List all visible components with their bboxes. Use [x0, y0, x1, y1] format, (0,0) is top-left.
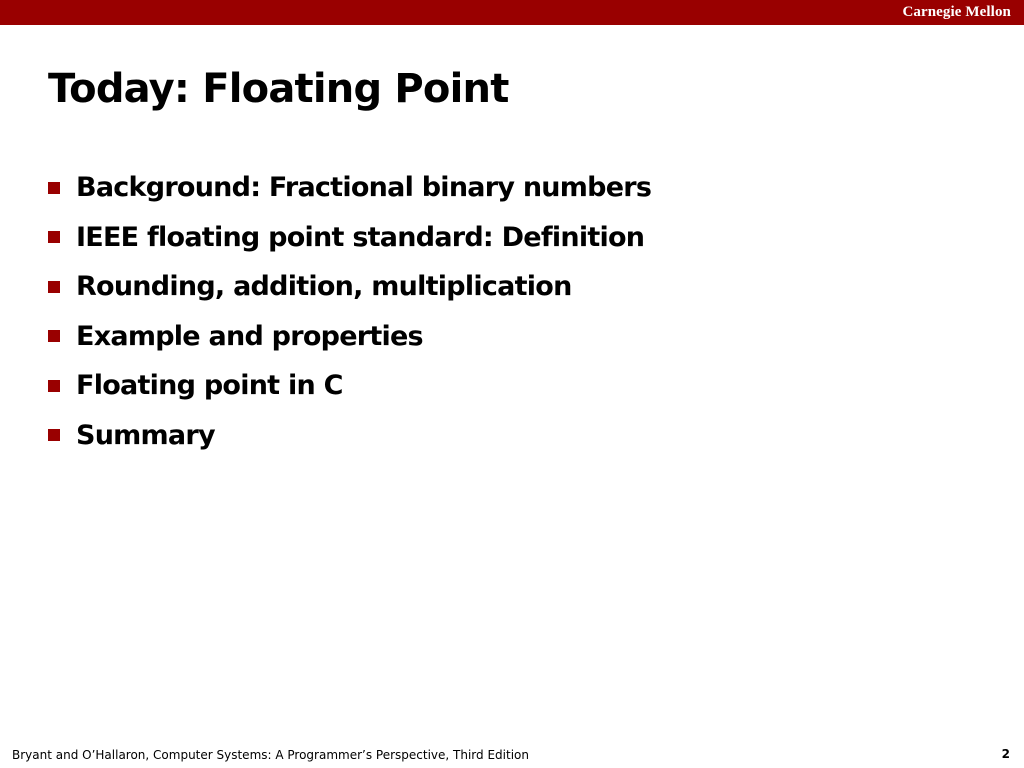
bullet-text: Floating point in C — [76, 370, 343, 402]
brand-label: Carnegie Mellon — [902, 4, 1011, 20]
slide-title: Today: Floating Point — [48, 66, 509, 112]
square-bullet-icon — [48, 429, 60, 441]
bullet-item — [48, 411, 651, 461]
square-bullet-icon — [48, 330, 60, 342]
square-bullet-icon — [48, 182, 60, 194]
bullet-text: Rounding, addition, multiplication — [76, 271, 572, 303]
header-bar — [0, 0, 1024, 25]
bullet-text: IEEE floating point standard: Definition — [76, 221, 645, 253]
bullet-text: Summary — [76, 419, 215, 451]
square-bullet-icon — [48, 281, 60, 293]
square-bullet-icon — [48, 231, 60, 243]
bullet-item — [48, 262, 651, 312]
bullet-item — [48, 361, 651, 411]
bullet-item — [48, 163, 651, 213]
square-bullet-icon — [48, 380, 60, 392]
bullet-list — [48, 163, 651, 460]
bullet-text: Example and properties — [76, 320, 423, 352]
bullet-text: Background: Fractional binary numbers — [76, 172, 652, 204]
footer-citation: Bryant and O’Hallaron, Computer Systems: A Programmer’s Perspective, Third Edition — [12, 748, 529, 762]
page-number: 2 — [1001, 747, 1010, 761]
bullet-item — [48, 312, 651, 362]
bullet-item — [48, 213, 651, 263]
